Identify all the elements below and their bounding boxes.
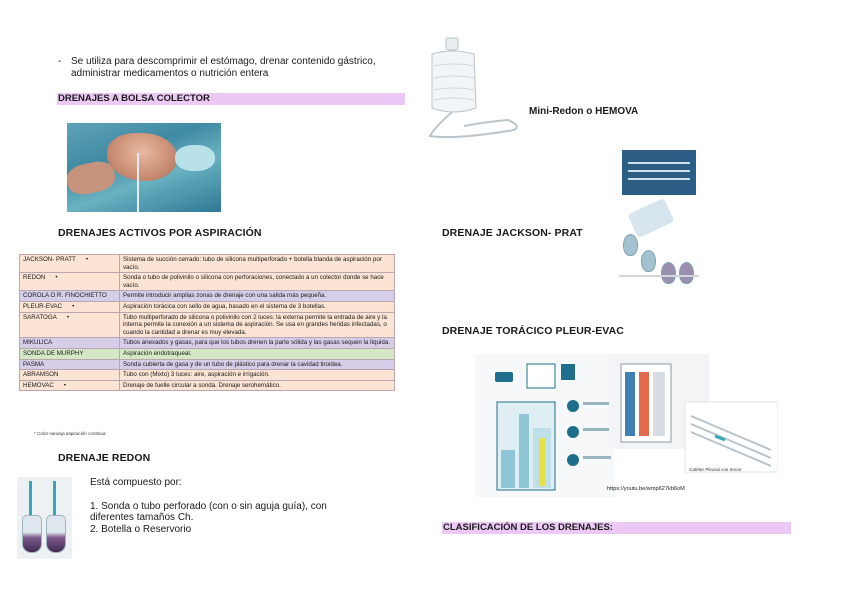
drain-name-cell [20,255,120,273]
pleur-caption: Catéter Pleural con trocar [689,467,742,472]
drain-name-cell [20,348,120,359]
drain-name: PASMA [23,360,45,368]
drain-description-cell: Aspiración endotraqueal. [120,348,395,359]
label-mini-redon: Mini-Redon o HEMOVA [529,106,639,117]
drain-name-cell [20,380,120,391]
table-row [20,301,395,312]
drain-name-cell [20,273,120,291]
heading-drenaje-redon: DRENAJE REDON [58,452,151,464]
drain-name-cell [20,338,120,349]
heading-drenaje-jackson: DRENAJE JACKSON- PRAT [442,227,583,239]
drenajes-table [19,254,395,391]
drain-description-cell: Sonda cubierta de gasa y de un tubo de plástico para drenar la cavidad tiroidea. [120,359,395,370]
table-row [20,273,395,291]
redon-bottles-photo [17,477,72,559]
drain-name: REDON [23,274,46,282]
aspiration-mark: • [55,274,58,282]
drain-name-cell [20,312,120,338]
patient-drain-photo [67,123,221,212]
drain-description-cell: Tubos anexados y gasas, para que los tubos drenen la parte sólida y las gasas sequen la líquida. [120,338,395,349]
table-row [20,370,395,381]
drain-name: SONDA DE MURPHY [23,349,84,357]
pleur-evac-diagram [475,354,778,497]
redon-description [90,477,365,535]
drain-name-cell [20,359,120,370]
aspiration-mark: • [63,381,66,389]
table-row [20,312,395,338]
drain-description-cell: Tubo con (Mixto) 3 luces: aire, aspiración e irrigación. [120,370,395,381]
jackson-pratt-photo [619,150,699,293]
intro-bullet [58,56,398,80]
drain-name: PLEUR-EVAC [23,302,63,310]
table-note: * Color naranja aspiración continua [34,431,106,436]
drain-name: ABRAMSON [23,371,59,379]
mini-redon-photo [424,36,524,144]
drain-name: HEMOVAC [23,381,54,389]
aspiration-mark: • [72,302,75,310]
drain-name: JACKSON- PRATT [23,256,76,263]
aspiration-mark: • [85,256,88,263]
redon-item-1: 1. Sonda o tubo perforado (con o sin aguja guía), con diferentes tamaños Ch. [90,500,327,523]
table-row [20,338,395,349]
drain-description-cell: Aspiración torácica con sello de agua, basado en el sistema de 3 botellas. [120,301,395,312]
drain-description-cell: Sonda o tubo de polivinilo o silicona con perforaciones, conectado a un colector donde se hace vacío. [120,273,395,291]
drain-description-cell: Sistema de succión cerrado: tubo de silicona multiperforado + botella blanda de aspiración por vacío. [120,255,395,273]
aspiration-mark: • [66,313,69,321]
drain-description-cell: Tubo multiperforado de silicona o polivinilo con 2 luces: la externa permite la entrada de aire y la interna permite la conexión a un sistema de aspiración. Se usa en grandes heridas infectadas, o cuando la cantidad a drenar es muy elevada. [120,312,395,338]
heading-clasificacion: CLASIFICACIÓN DE LOS DRENAJES: [442,522,791,534]
drain-description-cell: Drenaje de fuelle circular a sonda. Drenaje serohemático. [120,380,395,391]
table-row [20,255,395,273]
redon-item-2: 2. Botella o Reservorio [90,523,192,535]
drain-description-cell: Permite introducir amplias zonas de drenaje con una salida más pequeña. [120,291,395,302]
drain-name-cell [20,291,120,302]
table-row [20,291,395,302]
drain-name: COROLA O R. FINOCHIETTO [23,292,107,300]
redon-intro: Está compuesto por: [90,477,182,488]
drain-name-cell [20,370,120,381]
table-row [20,359,395,370]
heading-drenaje-toracico: DRENAJE TORÁCICO PLEUR-EVAC [442,325,624,337]
drain-name: SARATOGA [23,313,57,321]
heading-drenajes-bolsa-colector: DRENAJES A BOLSA COLECTOR [57,93,405,105]
heading-drenajes-activos: DRENAJES ACTIVOS POR ASPIRACIÓN [58,227,262,239]
drain-name: MIKULICA [23,339,53,347]
table-row [20,380,395,391]
table-row [20,348,395,359]
drain-name-cell [20,301,120,312]
bullet-text: Se utiliza para descomprimir el estómago, drenar contenido gástrico, administrar medicamentos o nutrición entera [71,56,376,79]
bullet-dash: - [58,56,62,67]
youtube-link[interactable]: https://youtu.be/wmp627kb6oM [607,486,685,492]
